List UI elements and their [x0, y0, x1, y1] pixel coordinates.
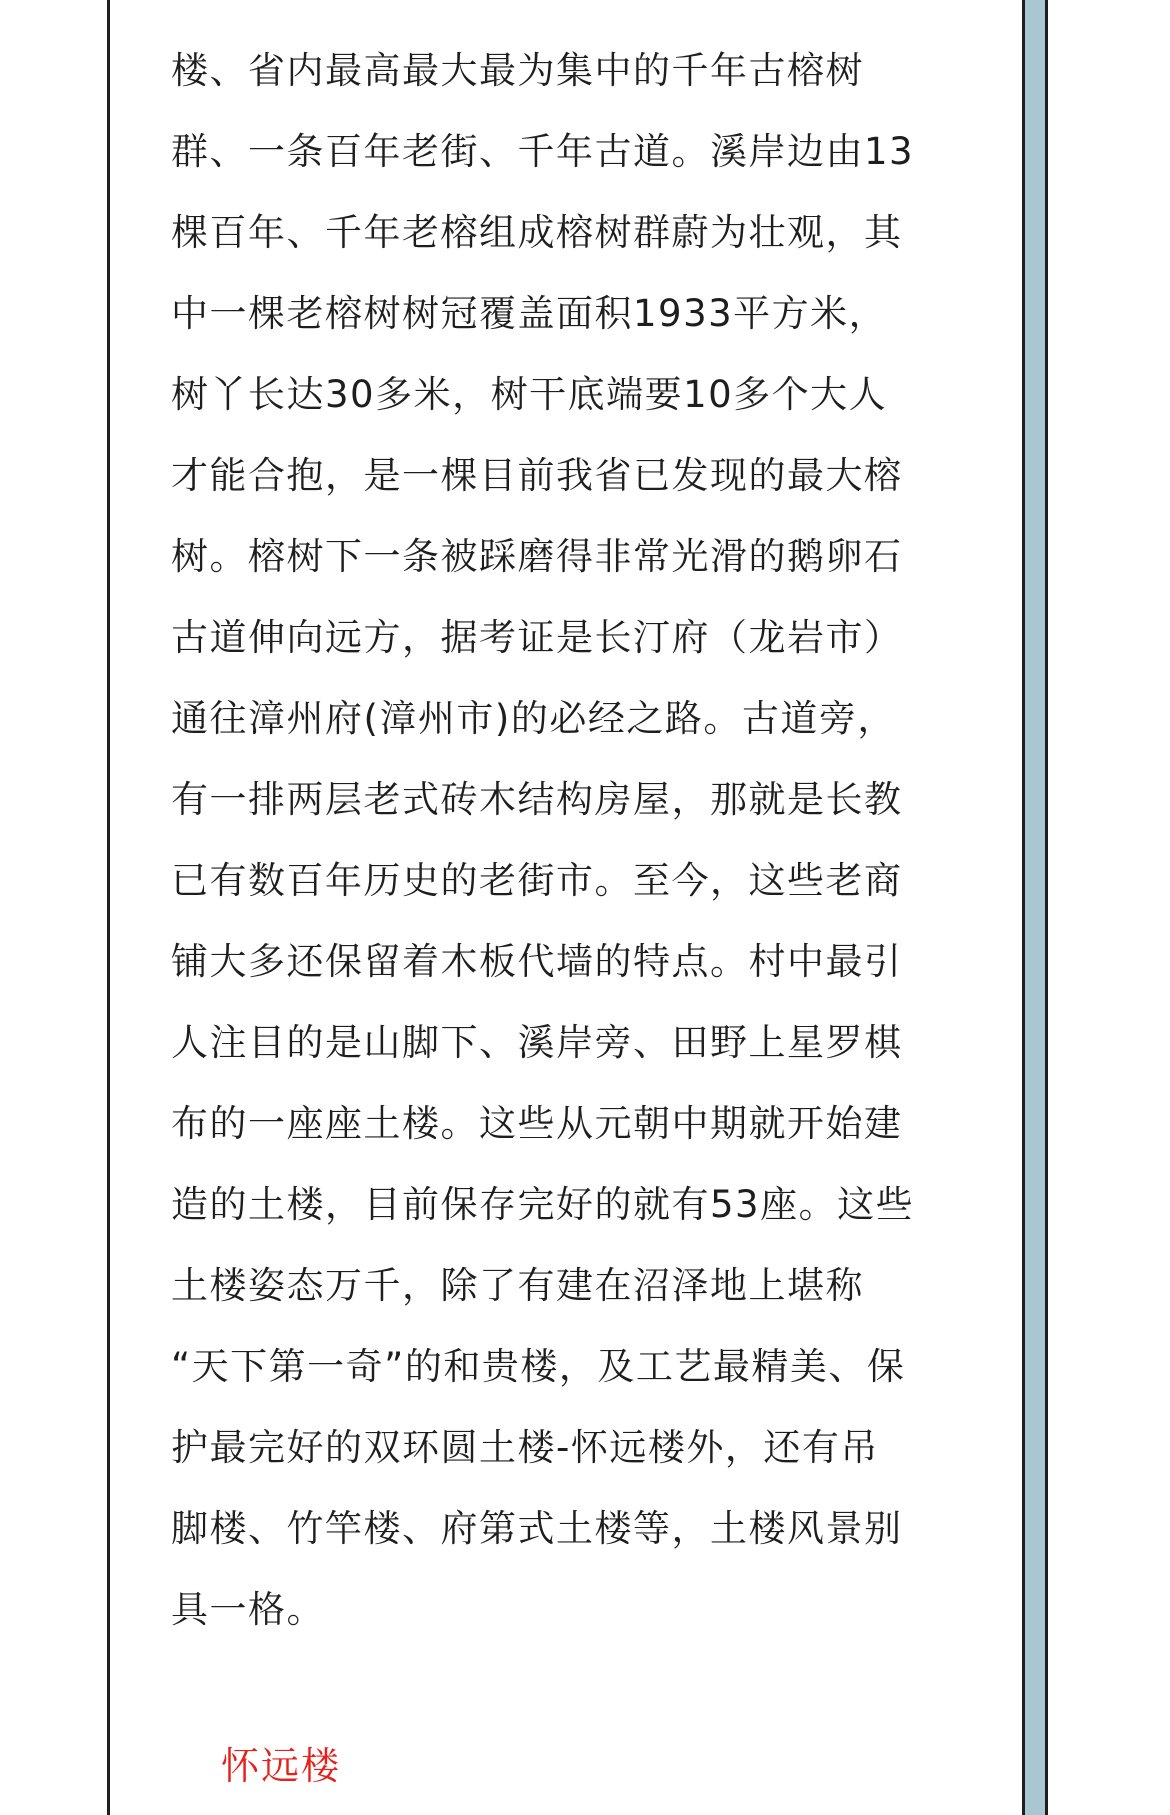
text-line: 造的土楼，目前保存完好的就有53座。这些: [171, 1183, 915, 1226]
right-frame-band: [1025, 0, 1045, 1815]
text-line: 古道伸向远方，据考证是长汀府（龙岩市）: [171, 616, 903, 659]
text-line: 土楼姿态万千，除了有建在沼泽地上堪称: [171, 1264, 864, 1307]
text-line: 具一格。: [171, 1588, 325, 1631]
text-line: 护最完好的双环圆土楼-怀远楼外，还有吊: [171, 1426, 879, 1469]
text-line: 群、一条百年老街、千年古道。溪岸边由13: [171, 130, 915, 173]
text-line: 树丫长达30多米，树干底端要10多个大人: [171, 373, 888, 416]
image-caption: 怀远楼: [221, 1744, 342, 1788]
text-line: 通往漳州府(漳州市)的必经之路。古道旁，: [171, 697, 896, 740]
text-line: 脚楼、竹竿楼、府第式土楼等，土楼风景别: [171, 1507, 903, 1550]
text-line: 人注目的是山脚下、溪岸旁、田野上星罗棋: [171, 1021, 903, 1064]
text-line: 布的一座座土楼。这些从元朝中期就开始建: [171, 1102, 903, 1145]
text-line: “天下第一奇”的和贵楼，及工艺最精美、保: [171, 1345, 906, 1388]
text-line: 楼、省内最高最大最为集中的千年古榕树: [171, 49, 864, 92]
text-line: 有一排两层老式砖木结构房屋，那就是长教: [171, 778, 903, 821]
left-frame-border: [107, 0, 110, 1815]
text-line: 棵百年、千年老榕组成榕树群蔚为壮观，其: [171, 211, 903, 254]
right-frame-border-outer: [1045, 0, 1048, 1815]
text-line: 已有数百年历史的老街市。至今，这些老商: [171, 859, 903, 902]
text-line: 中一棵老榕树树冠覆盖面积1933平方米，: [171, 292, 888, 335]
article-body: [171, 30, 971, 1650]
text-line: 铺大多还保留着木板代墙的特点。村中最引: [171, 940, 903, 983]
text-line: 才能合抱，是一棵目前我省已发现的最大榕: [171, 454, 903, 497]
text-line: 树。榕树下一条被踩磨得非常光滑的鹅卵石: [171, 535, 903, 578]
